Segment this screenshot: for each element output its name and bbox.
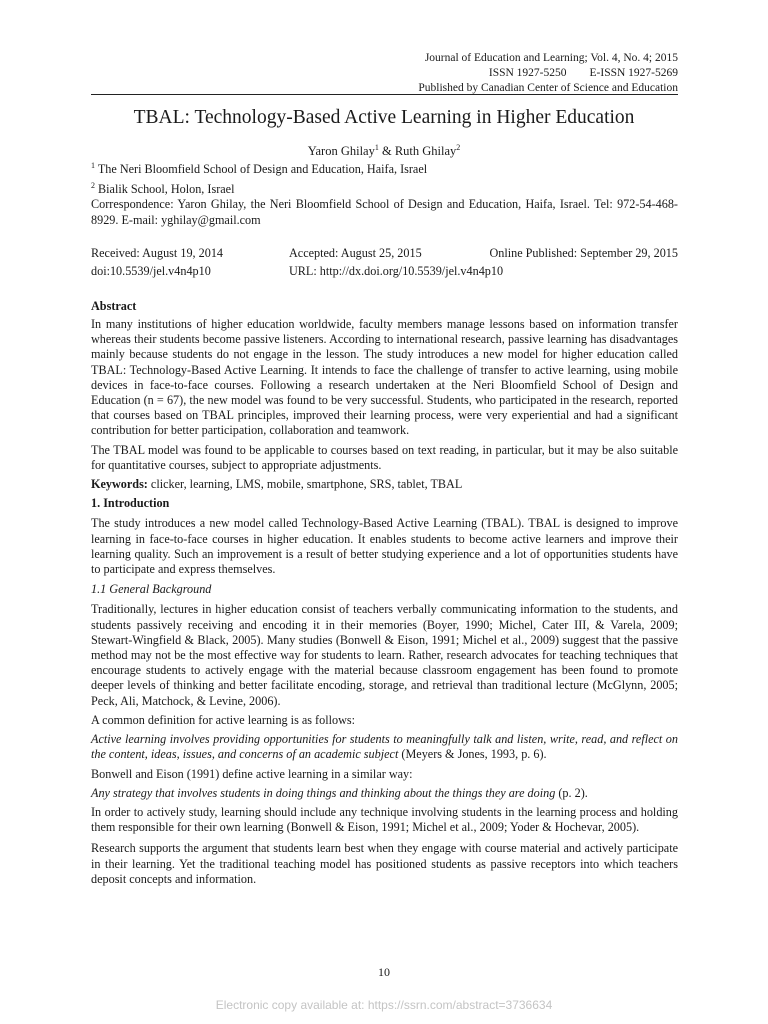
body-paragraph: In order to actively study, learning should include any technique involving students in the learning process and holding them responsible for their own learning (Bonwell & Eison, 1991; Michel et al., 2009; Yoder & Hochevar, 2005). <box>91 804 678 835</box>
author-superscript: 2 <box>456 142 461 152</box>
received-date: Received: August 19, 2014 <box>91 245 224 260</box>
quote-citation: (Meyers & Jones, 1993, p. 6). <box>398 747 547 762</box>
published-date: Online Published: September 29, 2015 <box>489 245 678 260</box>
block-quote <box>91 732 678 762</box>
abstract-paragraph: The TBAL model was found to be applicable to courses based on text reading, in particular, but it may be also suitable for quantitative courses, subject to appropriate adjustments. <box>91 442 678 472</box>
section-heading: 1. Introduction <box>91 496 170 511</box>
issn-info: ISSN 1927-5250 E-ISSN 1927-5269 <box>488 67 678 79</box>
abstract-heading: Abstract <box>91 298 137 313</box>
author-name: Yaron Ghilay <box>307 144 375 158</box>
quote-text: Active learning involves providing opportunities for students to meaningfully talk and listen, write, read, and reflect on the content, ideas, issues, and concerns of an academic subject <box>91 732 678 762</box>
page-number: 10 <box>378 965 390 979</box>
body-paragraph: Traditionally, lectures in higher education consist of teachers verbally communicating information to the students, and students passively receiving and encoding it in their memories (Boyer, 1990; Michel, Cater III, & Varela, 2009; Stewart-Wingfield & Black, 2005). Many studies (Bonwell & Eison, 1991; Michel et al., 2009) suggest that the passive method may not be the most effective way for students to learn. Rather, research advocates for teaching techniques that encourage students to actively engage with the material because classroom engagement has been found to promote deeper levels of thinking and better facilitate encoding, storage, and retrieval than traditional lecture (McGlynn, 2005; Peck, Ali, Matchock, & Levine, 2006). <box>91 602 678 708</box>
body-paragraph: A common definition for active learning is as follows: <box>91 712 356 727</box>
body-paragraph: Research supports the argument that students learn best when they engage with course material and actively participate in their learning. Yet the traditional teaching model has positioned students as passive receptors into which teachers deposit concepts and information. <box>91 841 678 886</box>
ssrn-footer[interactable]: Electronic copy available at: https://ssrn.com/abstract=3736634 <box>215 998 553 1012</box>
journal-info: Journal of Education and Learning; Vol. 4, No. 4; 2015 <box>424 52 678 64</box>
accepted-date: Accepted: August 25, 2015 <box>289 245 422 260</box>
author-name: Ruth Ghilay <box>394 144 457 158</box>
quote-citation: (p. 2). <box>555 785 588 800</box>
affiliation: $^2$ Bialik School, Holon, Israel <box>91 181 235 197</box>
quote-text: Any strategy that involves students in doing things and thinking about the things they are doing <box>91 785 556 800</box>
author-separator: & <box>378 144 395 158</box>
author-superscript: 1 <box>374 142 379 152</box>
block-quote <box>91 786 678 801</box>
body-paragraph: Bonwell and Eison (1991) define active learning in a similar way: <box>91 766 413 781</box>
journal-header <box>258 51 678 96</box>
identifiers-row <box>91 264 678 282</box>
article-url[interactable]: URL: http://dx.doi.org/10.5539/jel.v4n4p10 <box>289 263 504 278</box>
correspondence: Correspondence: Yaron Ghilay, the Neri Bloomfield School of Design and Education, Haifa, Israel. Tel: 972-54-468-8929. E-mail: yghilay@gmail.com <box>91 197 678 227</box>
author-line <box>40 143 728 159</box>
affiliation-superscript: 2 <box>91 181 95 191</box>
paper-body <box>91 162 678 887</box>
body-paragraph: The study introduces a new model called Technology-Based Active Learning (TBAL). TBAL is designed to improve learning in face-to-face courses in higher education. It enables students to become active learners and improve their learning quality. Such an improvement is a result of better studying experience and a lot of opportunities students have to participate and express themselves. <box>91 516 678 577</box>
publication-dates <box>91 246 678 282</box>
subsection-heading: 1.1 General Background <box>91 582 212 597</box>
affiliation: $^1$ The Neri Bloomfield School of Design and Education, Haifa, Israel <box>91 160 428 176</box>
affiliation-superscript: 1 <box>91 160 95 170</box>
keywords-list: clicker, learning, LMS, mobile, smartphone, SRS, tablet, TBAL <box>147 477 463 492</box>
publisher-info: Published by Canadian Center of Science and Education <box>418 82 678 94</box>
abstract-paragraph: In many institutions of higher education worldwide, faculty members manage lessons based on information transfer whereas their students become passive listeners. According to international research, passive learning has disadvantages mainly because students do not engage in the lesson. The study introduces a new model for higher education called TBAL: Technology-Based Active Learning. It intends to face the challenge of transfer to active learning, using mobile devices in face-to-face courses. Following a research undertaken at the Neri Bloomfield School of Design and Education (n = 67), the new model was found to be very successful. Students, who participated in the research, reported that courses based on TBAL principles, improved their learning process, were very experiential and had a significant contribution for better participation, collaboration and teamwork. <box>91 317 678 438</box>
keywords <box>91 477 678 492</box>
doi: doi:10.5539/jel.v4n4p10 <box>91 263 211 278</box>
paper-title: TBAL: Technology-Based Active Learning in Higher Education <box>133 107 635 128</box>
header-divider <box>91 94 678 95</box>
keywords-label: Keywords: <box>91 477 148 492</box>
dates-row <box>91 246 678 264</box>
